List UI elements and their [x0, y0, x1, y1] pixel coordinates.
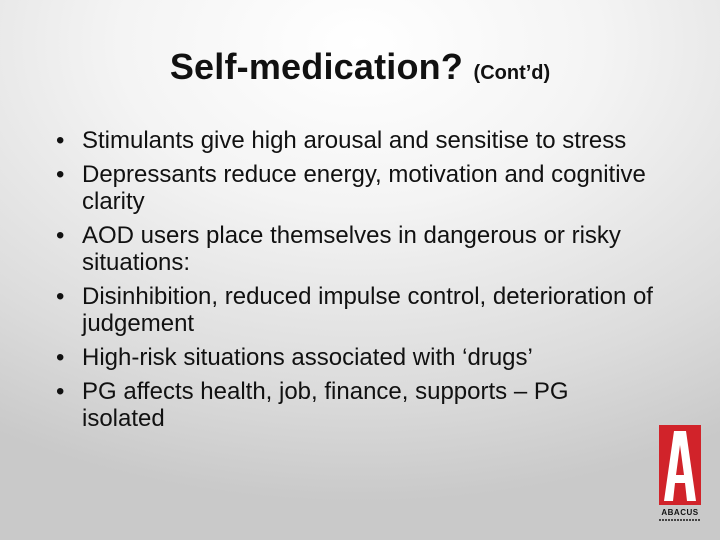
bullet-text: Depressants reduce energy, motivation and cognitive clarity [82, 161, 646, 215]
logo-wordmark: ABACUS [661, 508, 699, 517]
slide-title [0, 46, 720, 88]
bullet-item [56, 222, 656, 276]
bullet-icon: • [56, 127, 65, 154]
logo-tagline-line [659, 519, 701, 521]
bullet-text: Stimulants give high arousal and sensitise to stress [82, 127, 627, 154]
abacus-logo [659, 425, 701, 525]
bullet-item [56, 161, 656, 215]
bullet-item [56, 127, 656, 154]
bullet-item [56, 283, 656, 337]
bullet-icon: • [56, 378, 65, 405]
bullet-text: High-risk situations associated with ‘drugs’ [82, 344, 533, 371]
bullet-text: PG affects health, job, finance, supports – PG isolated [82, 378, 569, 432]
bullet-list [56, 127, 656, 439]
slide-title-suffix: (Cont’d) [473, 62, 551, 84]
bullet-text: Disinhibition, reduced impulse control, deterioration of judgement [82, 283, 653, 337]
slide-title-main: Self-medication? [169, 46, 464, 87]
bullet-icon: • [56, 161, 65, 188]
bullet-icon: • [56, 344, 65, 371]
bullet-item [56, 344, 656, 371]
bullet-text: AOD users place themselves in dangerous or risky situations: [82, 222, 621, 276]
logo-red-block [659, 425, 701, 505]
logo-a-letter-icon [659, 425, 701, 505]
bullet-icon: • [56, 283, 65, 310]
bullet-icon: • [56, 222, 65, 249]
bullet-item [56, 378, 656, 432]
